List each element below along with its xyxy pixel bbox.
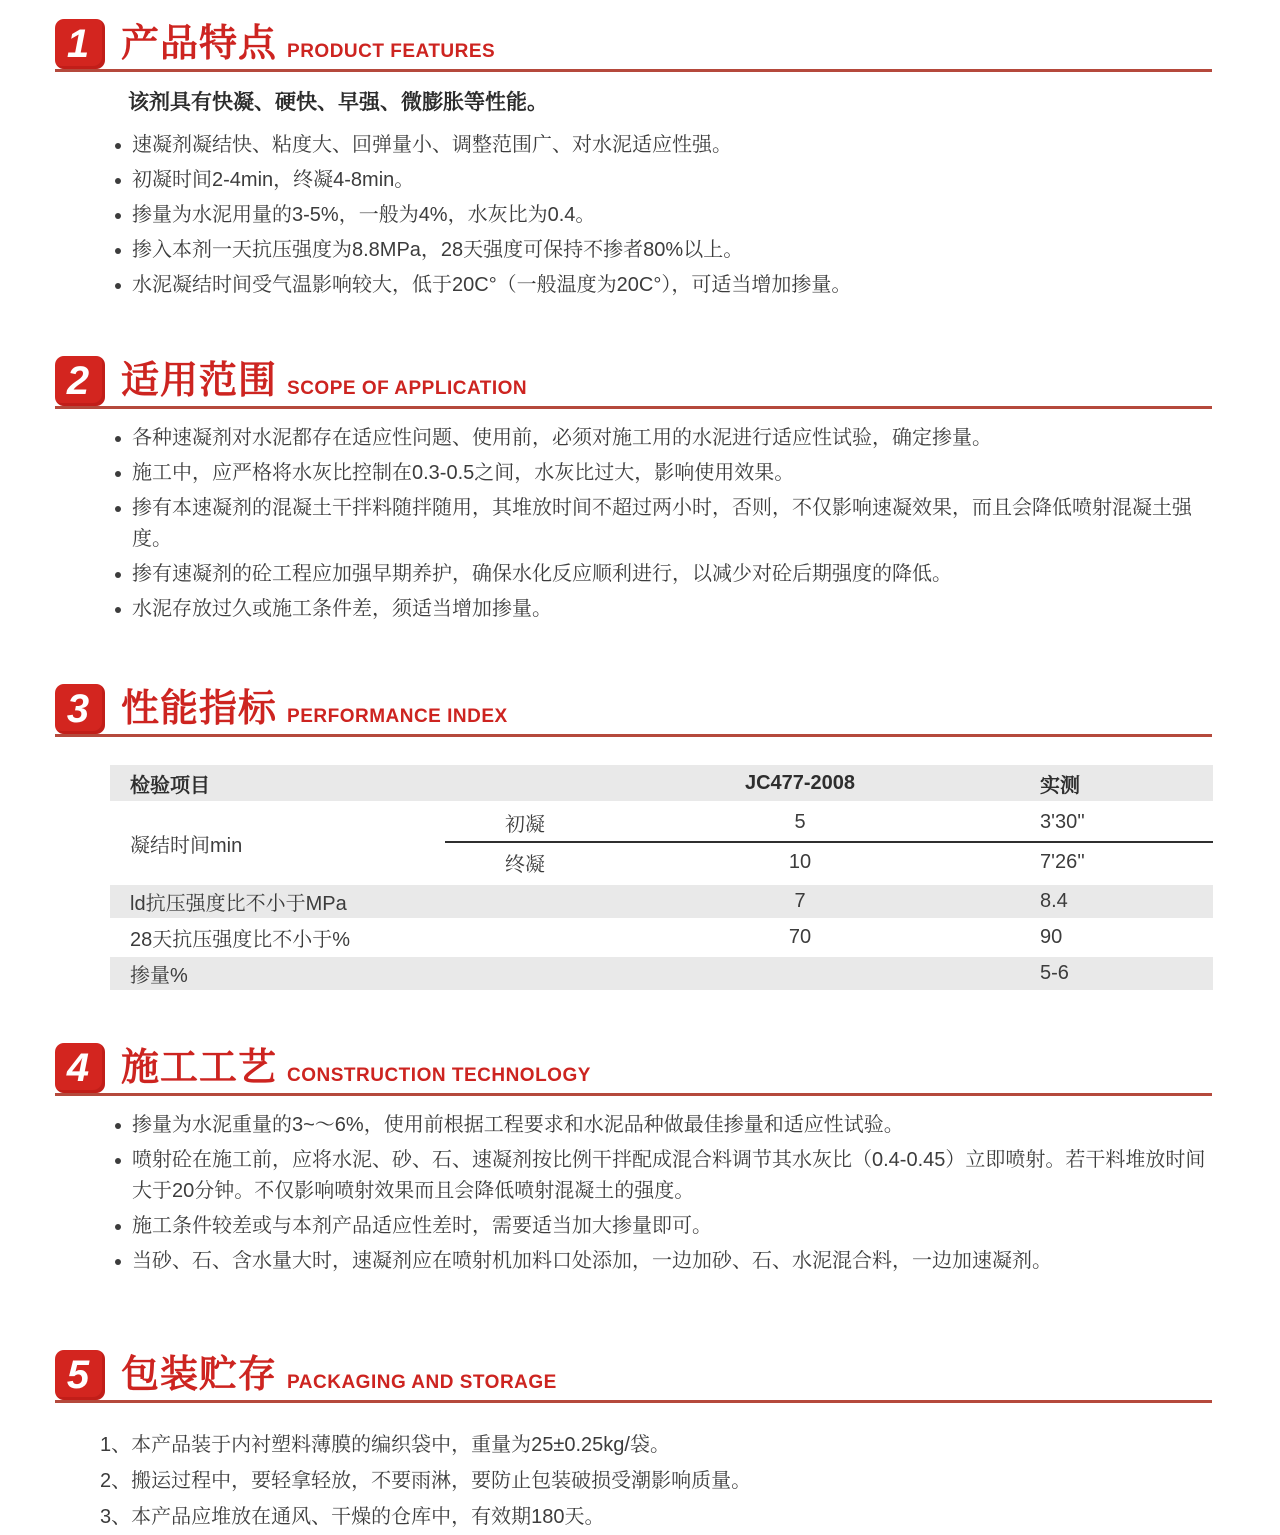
section-number: 4: [66, 1046, 90, 1090]
list-item: [113, 200, 1214, 231]
features-list: [113, 130, 1214, 301]
section-title-zh: 产品特点: [121, 23, 278, 65]
construction-list: [113, 1110, 1214, 1277]
list-item-text: 施工条件较差或与本剂产品适应性差时，需要适当加大掺量即可。: [132, 1215, 712, 1237]
bullet-dot-icon: [115, 506, 121, 512]
bullet-dot-icon: [115, 607, 121, 613]
list-item: 3、本产品应堆放在通风、干燥的仓库中，有效期180天。: [100, 1506, 605, 1528]
cell-measured: 8.4: [1040, 890, 1068, 912]
cell-standard: 5: [794, 811, 806, 833]
list-item: [113, 270, 1214, 301]
section-number-badge: [55, 1350, 105, 1400]
bullet-dot-icon: [115, 1158, 121, 1164]
list-item-text: 喷射砼在施工前，应将水泥、砂、石、速凝剂按比例干拌配成混合料调节其水灰比（0.4-0.45）立即喷射。若干料堆放时间大于20分钟。不仅影响喷射效果而且会降低喷射混凝土的强度。: [132, 1149, 1206, 1202]
list-item: 2、搬运过程中，要轻拿轻放，不要雨淋，要防止包装破损受潮影响质量。: [100, 1470, 752, 1492]
bullet-dot-icon: [115, 283, 121, 289]
cell-item: ld抗压强度比不小于MPa: [130, 893, 347, 915]
section-number: 2: [66, 359, 90, 403]
bullet-dot-icon: [115, 471, 121, 477]
list-item: [113, 1110, 1214, 1141]
section-packaging-and-storage: [0, 1351, 1280, 1535]
bullet-dot-icon: [115, 436, 121, 442]
list-item: [113, 559, 1214, 590]
bullet-dot-icon: [115, 572, 121, 578]
bullet-dot-icon: [115, 143, 121, 149]
list-item: [113, 235, 1214, 266]
section-title-zh: 性能指标: [121, 688, 278, 730]
list-item-text: 各种速凝剂对水泥都存在适应性问题、使用前，必须对施工用的水泥进行适应性试验，确定掺量。: [132, 427, 992, 449]
cell-item: 凝结时间min: [130, 834, 243, 857]
section-number-badge: [55, 19, 105, 69]
bullet-dot-icon: [115, 1123, 121, 1129]
list-item-text: 掺有速凝剂的砼工程应加强早期养护，确保水化反应顺利进行，以减少对砼后期强度的降低。: [132, 563, 952, 585]
bullet-dot-icon: [115, 1224, 121, 1230]
cell-standard: 7: [794, 890, 806, 912]
section-number: 3: [66, 687, 90, 731]
table-row: [110, 885, 1213, 918]
scope-list: [113, 423, 1214, 625]
group-rows: [445, 804, 1213, 882]
table-row: [110, 921, 1213, 954]
table-header-row: [110, 765, 1213, 801]
cell-standard: 70: [788, 926, 812, 948]
bullet-dot-icon: [115, 1259, 121, 1265]
list-item: [113, 130, 1214, 161]
section-title-zh: 施工工艺: [121, 1047, 278, 1089]
section-title-en: PRODUCT FEATURES: [287, 41, 496, 62]
list-item-text: 掺量为水泥用量的3-5%，一般为4%，水灰比为0.4。: [132, 204, 596, 226]
list-item-text: 初凝时间2-4min，终凝4-8min。: [132, 169, 415, 191]
section-number-badge: [55, 684, 105, 734]
section-performance-index: [0, 685, 1280, 990]
section-header: [55, 357, 1212, 409]
section-header: [55, 685, 1212, 737]
list-item-text: 水泥存放过久或施工条件差，须适当增加掺量。: [132, 598, 552, 620]
list-item-text: 掺入本剂一天抗压强度为8.8MPa，28天强度可保持不掺者80%以上。: [132, 239, 744, 261]
section-number-badge: [55, 1043, 105, 1093]
section-title-en: SCOPE OF APPLICATION: [287, 378, 528, 399]
section-product-features: [0, 20, 1280, 301]
list-item: [113, 493, 1214, 555]
list-item-text: 当砂、石、含水量大时，速凝剂应在喷射机加料口处添加，一边加砂、石、水泥混合料，一边加速凝剂。: [132, 1250, 1052, 1272]
cell-measured: 90: [1040, 926, 1063, 948]
table-row: [445, 804, 1213, 843]
section-title-zh: 适用范围: [121, 360, 278, 402]
cell-measured: 5-6: [1040, 962, 1069, 984]
list-item-text: 施工中，应严格将水灰比控制在0.3-0.5之间，水灰比过大，影响使用效果。: [132, 462, 795, 484]
cell-standard: 10: [788, 851, 812, 873]
cell-item: 28天抗压强度比不小于%: [130, 929, 351, 951]
section-construction-technology: [0, 1044, 1280, 1277]
list-item: [113, 423, 1214, 454]
section-header: [55, 20, 1212, 72]
header-cell-item: 检验项目: [130, 774, 210, 797]
list-item: [113, 165, 1214, 196]
section-title-en: PERFORMANCE INDEX: [287, 706, 508, 727]
list-item: [113, 458, 1214, 489]
table-group-setting-time: [110, 804, 1213, 882]
cell-measured: 3'30'': [1040, 811, 1085, 833]
performance-table: [110, 765, 1213, 990]
section-scope-of-application: [0, 357, 1280, 625]
list-item: [113, 1246, 1214, 1277]
bullet-dot-icon: [115, 178, 121, 184]
section-number-badge: [55, 356, 105, 406]
list-item-text: 水泥凝结时间受气温影响较大，低于20C°（一般温度为20C°），可适当增加掺量。: [132, 274, 852, 296]
list-item: [113, 1211, 1214, 1242]
list-item: 1、本产品装于内衬塑料薄膜的编织袋中，重量为25±0.25kg/袋。: [100, 1434, 670, 1456]
table-row: [110, 957, 1213, 990]
section-number: 5: [66, 1353, 90, 1397]
list-item: [113, 1145, 1214, 1207]
list-item-text: 速凝剂凝结快、粘度大、回弹量小、调整范围广、对水泥适应性强。: [132, 134, 732, 156]
section-header: [55, 1351, 1212, 1403]
header-cell-standard: JC477-2008: [744, 771, 856, 794]
cell-measured: 7'26'': [1040, 851, 1085, 873]
header-cell-measured: 实测: [1040, 774, 1080, 797]
features-intro: 该剂具有快凝、硬快、早强、微膨胀等性能。: [128, 91, 548, 114]
list-item-text: 掺有本速凝剂的混凝土干拌料随拌随用，其堆放时间不超过两小时，否则，不仅影响速凝效果，而且会降低喷射混凝土强度。: [132, 497, 1192, 550]
section-header: [55, 1044, 1212, 1096]
packaging-list: [100, 1427, 1214, 1535]
section-title-en: PACKAGING AND STORAGE: [287, 1372, 557, 1393]
section-title-en: CONSTRUCTION TECHNOLOGY: [287, 1065, 591, 1086]
cell-sub: 初凝: [505, 814, 545, 836]
cell-item: 掺量%: [130, 965, 188, 987]
table-row: [445, 843, 1213, 882]
section-title-zh: 包装贮存: [121, 1354, 278, 1396]
bullet-dot-icon: [115, 213, 121, 219]
bullet-dot-icon: [115, 248, 121, 254]
cell-sub: 终凝: [505, 854, 545, 876]
list-item-text: 掺量为水泥重量的3~～6%，使用前根据工程要求和水泥品种做最佳掺量和适应性试验。: [132, 1114, 904, 1136]
section-number: 1: [66, 22, 90, 66]
list-item: [113, 594, 1214, 625]
